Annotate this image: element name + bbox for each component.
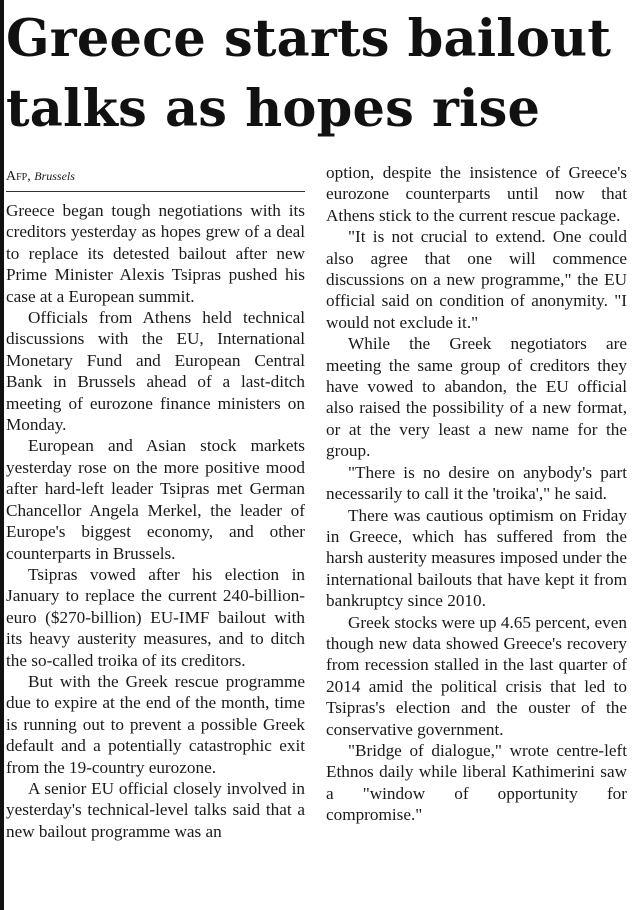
- paragraph: European and Asian stock markets yesterday rose on the more positive mood after hard-left leader Tsipras met German Chancellor Angela Merkel, the leader of Europe's biggest economy, and other counterparts in Brussels.: [6, 436, 305, 563]
- paragraph: A senior EU official closely involved in yesterday's technical-level talks said that a new bailout programme was an: [6, 778, 305, 841]
- paragraph: "It is not crucial to extend. One could also agree that one will commence discussions on a new programme," the EU official said on condition of anonymity. "I would not exclude it.": [326, 227, 627, 332]
- byline-agency: Afp: [6, 169, 28, 184]
- paragraph: Tsipras vowed after his election in January to replace the current 240-billion-euro ($270-billion) EU-IMF bailout with its heavy austerity measures, and to ditch the so-called troika of its creditors.: [6, 564, 305, 670]
- article-column-left: [6, 162, 305, 842]
- paragraph-continued: option, despite the insistence of Greece's eurozone counterparts until now that Athens stick to the current rescue package.: [326, 163, 627, 225]
- paragraph: "Bridge of dialogue," wrote centre-left Ethnos daily while liberal Kathimerini saw a "window of opportunity for compromise.": [326, 740, 627, 825]
- page-edge-rule: [0, 0, 4, 910]
- byline-separator: ,: [27, 169, 31, 184]
- byline: [6, 162, 305, 192]
- paragraph: Officials from Athens held technical discussions with the EU, International Monetary Fund and European Central Bank in Brussels ahead of a last-ditch meeting of eurozone finance ministers on Monday.: [6, 308, 305, 435]
- paragraph: Greece began tough negotiations with its creditors yesterday as hopes grew of a deal to replace its detested bailout after new Prime Minister Alexis Tsipras pushed his case at a European summit.: [6, 201, 305, 306]
- paragraph: There was cautious optimism on Friday in Greece, which has suffered from the harsh austerity measures imposed under the international bailouts that have kept it from bankruptcy since 2010.: [326, 505, 627, 611]
- paragraph: While the Greek negotiators are meeting the same group of creditors they have vowed to abandon, the EU official also raised the possibility of a new format, or at the very least a new name for the group.: [326, 334, 627, 461]
- byline-location: Brussels: [34, 169, 75, 183]
- paragraph: "There is no desire on anybody's part necessarily to call it the 'troika'," he said.: [326, 462, 627, 504]
- headline: Greece starts bailout talks as hopes rise: [6, 9, 612, 139]
- article-column-right: [326, 162, 627, 826]
- paragraph: But with the Greek rescue programme due to expire at the end of the month, time is running out to prevent a possible Greek default and a potentially catastrophic exit from the 19-country eurozone.: [6, 671, 305, 777]
- paragraph: Greek stocks were up 4.65 percent, even though new data showed Greece's recovery from recession stalled in the last quarter of 2014 amid the political crisis that led to Tsipras's election and the ouster of the conservative government.: [326, 612, 627, 739]
